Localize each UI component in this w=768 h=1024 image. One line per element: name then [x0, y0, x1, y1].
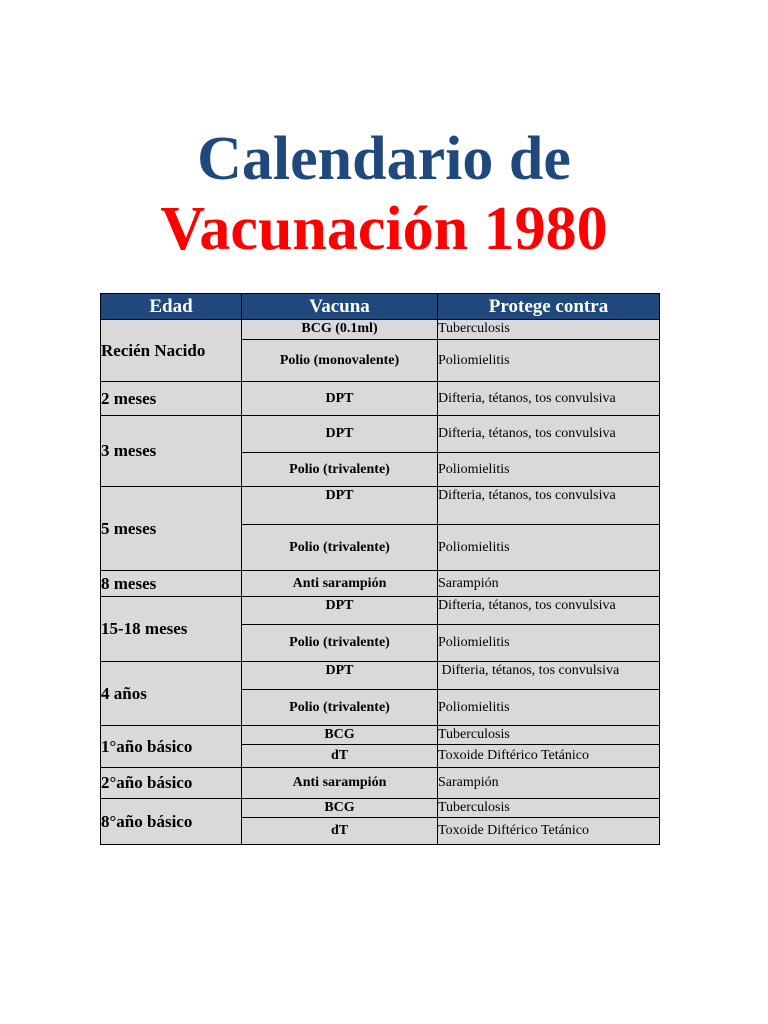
vaccine-cell: Polio (trivalente): [242, 525, 438, 571]
age-cell: 2°año básico: [101, 768, 242, 799]
table-row: [101, 571, 660, 597]
protects-against-cell: Poliomielitis: [438, 625, 660, 662]
vaccine-cell: dT: [242, 745, 438, 768]
vaccine-cell: DPT: [242, 662, 438, 690]
protects-against-cell: Tuberculosis: [438, 799, 660, 818]
vaccine-cell: BCG: [242, 726, 438, 745]
table-row: [101, 799, 660, 818]
table-header: [101, 294, 660, 320]
protects-against-cell: Poliomielitis: [438, 525, 660, 571]
vaccine-cell: Polio (trivalente): [242, 453, 438, 487]
age-cell: 3 meses: [101, 416, 242, 487]
age-cell: 8°año básico: [101, 799, 242, 845]
age-cell: 8 meses: [101, 571, 242, 597]
protects-against-cell: Difteria, tétanos, tos convulsiva: [438, 382, 660, 416]
table-body: [101, 320, 660, 845]
table-row: [101, 382, 660, 416]
age-cell: 1°año básico: [101, 726, 242, 768]
age-cell: Recién Nacido: [101, 320, 242, 382]
protects-against-cell: Sarampión: [438, 768, 660, 799]
age-cell: 5 meses: [101, 487, 242, 571]
vaccine-cell: Anti sarampión: [242, 571, 438, 597]
table-row: [101, 487, 660, 525]
protects-against-cell: Difteria, tétanos, tos convulsiva: [438, 597, 660, 625]
protects-against-cell: Toxoide Diftérico Tetánico: [438, 745, 660, 768]
vaccination-table: [100, 293, 660, 845]
protects-against-cell: Difteria, tétanos, tos convulsiva: [438, 487, 660, 525]
table-row: [101, 662, 660, 690]
vaccine-cell: dT: [242, 818, 438, 845]
vaccine-cell: Polio (trivalente): [242, 625, 438, 662]
table-row: [101, 416, 660, 453]
protects-against-cell: Poliomielitis: [438, 340, 660, 382]
protects-against-cell: Poliomielitis: [438, 690, 660, 726]
header-edad: Edad: [101, 294, 242, 320]
vaccine-cell: DPT: [242, 487, 438, 525]
table-row: [101, 768, 660, 799]
vaccine-cell: DPT: [242, 416, 438, 453]
table-row: [101, 597, 660, 625]
vaccine-cell: Anti sarampión: [242, 768, 438, 799]
vaccine-cell: DPT: [242, 382, 438, 416]
protects-against-cell: Tuberculosis: [438, 726, 660, 745]
age-cell: 15-18 meses: [101, 597, 242, 662]
title-line-2: Vacunación 1980: [160, 195, 608, 263]
age-cell: 4 años: [101, 662, 242, 726]
protects-against-cell: Poliomielitis: [438, 453, 660, 487]
protects-against-cell: Toxoide Diftérico Tetánico: [438, 818, 660, 845]
protects-against-cell: Difteria, tétanos, tos convulsiva: [438, 416, 660, 453]
table-row: [101, 320, 660, 340]
protects-against-cell: Sarampión: [438, 571, 660, 597]
age-cell: 2 meses: [101, 382, 242, 416]
header-vacuna: Vacuna: [242, 294, 438, 320]
vaccine-cell: DPT: [242, 597, 438, 625]
protects-against-cell: Difteria, tétanos, tos convulsiva: [438, 662, 660, 690]
vaccine-cell: BCG (0.1ml): [242, 320, 438, 340]
vaccine-cell: Polio (monovalente): [242, 340, 438, 382]
header-row: [101, 294, 660, 320]
header-protege: Protege contra: [438, 294, 660, 320]
vaccine-cell: Polio (trivalente): [242, 690, 438, 726]
title-line-1: Calendario de: [197, 125, 571, 193]
vaccine-cell: BCG: [242, 799, 438, 818]
table-row: [101, 726, 660, 745]
protects-against-cell: Tuberculosis: [438, 320, 660, 340]
